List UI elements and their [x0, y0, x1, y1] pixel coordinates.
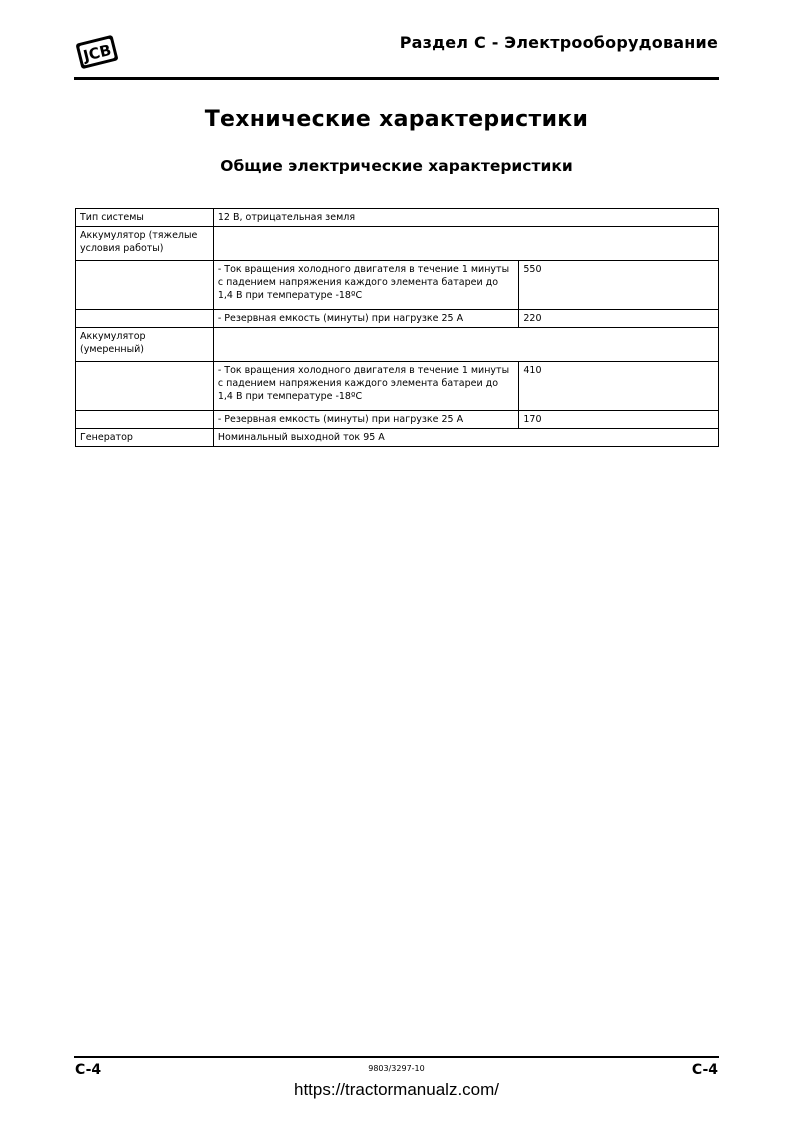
header-divider: [74, 77, 719, 80]
table-cell-label: Аккумулятор (тяжелые условия работы): [76, 227, 214, 261]
svg-text:JCB: JCB: [81, 40, 114, 66]
table-cell-description: - Ток вращения холодного двигателя в течение 1 минуты с падением напряжения каждого элемента батареи до 1,4 В при температуре -18ºC: [213, 362, 519, 411]
page-number-left: C-4: [75, 1062, 102, 1078]
section-title: Раздел C - Электрооборудование: [399, 33, 718, 52]
table-cell-label: [76, 362, 214, 411]
table-row: [76, 209, 719, 227]
electrical-spec-table: [75, 208, 719, 447]
table-row: [76, 261, 719, 310]
document-number: 9803/3297-10: [368, 1064, 425, 1073]
jcb-logo: [74, 32, 120, 72]
footer-divider: [74, 1056, 719, 1058]
table-cell-label: [76, 310, 214, 328]
table-cell-label: [76, 411, 214, 429]
source-url-link[interactable]: https://tractormanualz.com/: [293, 1080, 500, 1099]
table-cell-description: Номинальный выходной ток 95 А: [213, 429, 718, 447]
table-cell-description: 12 В, отрицательная земля: [213, 209, 718, 227]
table-row: [76, 362, 719, 411]
table-cell-description: [213, 227, 718, 261]
table-row: [76, 328, 719, 362]
table-cell-label: [76, 261, 214, 310]
table-row: [76, 310, 719, 328]
table-cell-label: Генератор: [76, 429, 214, 447]
table-cell-description: - Ток вращения холодного двигателя в течение 1 минуты с падением напряжения каждого элемента батареи до 1,4 В при температуре -18ºC: [213, 261, 519, 310]
table-row: [76, 227, 719, 261]
table-cell-label: Аккумулятор (умеренный): [76, 328, 214, 362]
table-cell-value: 550: [519, 261, 719, 310]
table-cell-description: - Резервная емкость (минуты) при нагрузке 25 А: [213, 411, 519, 429]
table-cell-description: [213, 328, 718, 362]
table-cell-value: 220: [519, 310, 719, 328]
table-cell-description: - Резервная емкость (минуты) при нагрузке 25 А: [213, 310, 519, 328]
table-cell-value: 410: [519, 362, 719, 411]
table-cell-label: Тип системы: [76, 209, 214, 227]
page-number-right: C-4: [691, 1062, 718, 1078]
table-row: [76, 411, 719, 429]
page-title: Технические характеристики: [204, 107, 589, 132]
table-cell-value: 170: [519, 411, 719, 429]
page-subtitle: Общие электрические характеристики: [220, 157, 573, 175]
table-row: [76, 429, 719, 447]
